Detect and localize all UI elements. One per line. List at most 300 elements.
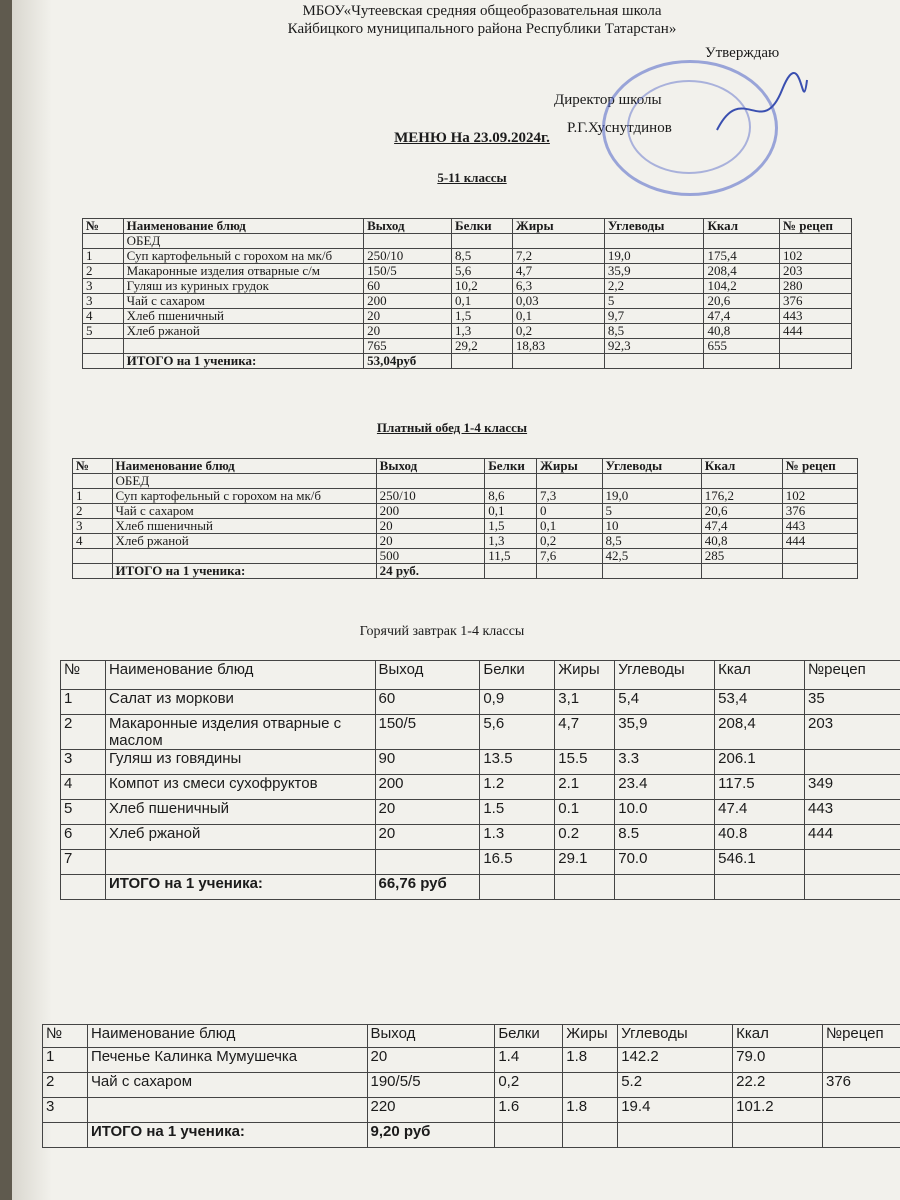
table-cell: 20,6 xyxy=(704,294,780,309)
table-cell xyxy=(452,234,513,249)
table-cell: Наименование блюд xyxy=(105,661,375,690)
table-cell: 220 xyxy=(367,1098,495,1123)
table-cell: Жиры xyxy=(563,1025,618,1048)
table-cell: 444 xyxy=(779,324,851,339)
table-total-row xyxy=(61,875,900,900)
table-header-row xyxy=(73,459,858,474)
table-cell: 20 xyxy=(376,519,485,534)
table-cell xyxy=(375,850,480,875)
table-cell: 1.8 xyxy=(563,1098,618,1123)
table-header-row xyxy=(83,219,852,234)
table-cell xyxy=(512,234,604,249)
table-cell: 2 xyxy=(83,264,124,279)
table-cell: 4 xyxy=(83,309,124,324)
table-cell: 150/5 xyxy=(364,264,452,279)
table-cell: Ккал xyxy=(715,661,805,690)
table-cell: 66,76 руб xyxy=(375,875,480,900)
table-total-row xyxy=(43,1123,900,1148)
table-cell xyxy=(83,339,124,354)
table-cell: 175,4 xyxy=(704,249,780,264)
table-cell xyxy=(805,850,900,875)
table-cell: 3 xyxy=(83,294,124,309)
table-cell: Компот из смеси сухофруктов xyxy=(105,775,375,800)
table-cell xyxy=(555,875,615,900)
table-row xyxy=(83,294,852,309)
table-cell xyxy=(782,564,857,579)
table-cell: 35 xyxy=(805,690,900,715)
table-cell: 79.0 xyxy=(733,1048,823,1073)
table-cell: 35,9 xyxy=(604,264,704,279)
table-cell xyxy=(822,1123,900,1148)
table-cell: 70.0 xyxy=(615,850,715,875)
table-cell: 1 xyxy=(61,690,106,715)
table-cell: 53,04руб xyxy=(364,354,452,369)
table-cell: 203 xyxy=(805,715,900,750)
table-cell: 8.5 xyxy=(615,825,715,850)
table-cell: 19.4 xyxy=(618,1098,733,1123)
table-cell: 1,5 xyxy=(485,519,537,534)
table-cell: Хлеб пшеничный xyxy=(112,519,376,534)
table-cell: 23.4 xyxy=(615,775,715,800)
table-cell: 1.2 xyxy=(480,775,555,800)
table-cell xyxy=(537,564,603,579)
table-cell xyxy=(485,474,537,489)
table-cell: 20 xyxy=(364,324,452,339)
table-cell: 206.1 xyxy=(715,750,805,775)
table-cell xyxy=(602,474,701,489)
table-cell: 19,0 xyxy=(604,249,704,264)
table-cell: 3 xyxy=(43,1098,88,1123)
table-row xyxy=(83,264,852,279)
hot-breakfast-table xyxy=(60,660,900,900)
table-cell xyxy=(615,875,715,900)
table-cell: 22.2 xyxy=(733,1073,823,1098)
table-cell: 1,3 xyxy=(452,324,513,339)
table-row xyxy=(73,489,858,504)
table-cell: 11,5 xyxy=(485,549,537,564)
table-cell: 92,3 xyxy=(604,339,704,354)
table-cell: 443 xyxy=(779,309,851,324)
table-cell xyxy=(604,354,704,369)
table-cell: 8,5 xyxy=(604,324,704,339)
table-cell: 40,8 xyxy=(701,534,782,549)
director-signature xyxy=(712,70,812,150)
table-cell: 0,1 xyxy=(485,504,537,519)
table-cell: 2 xyxy=(61,715,106,750)
table-cell xyxy=(112,549,376,564)
table-cell: 5 xyxy=(83,324,124,339)
table-cell: 0,2 xyxy=(495,1073,563,1098)
table-cell: 42,5 xyxy=(602,549,701,564)
table-cell xyxy=(779,339,851,354)
table-header-row xyxy=(43,1025,900,1048)
table-cell: 0,2 xyxy=(512,324,604,339)
table-cell: 200 xyxy=(375,775,480,800)
table-row xyxy=(43,1073,900,1098)
table-cell: 208,4 xyxy=(715,715,805,750)
table-cell: 1 xyxy=(73,489,113,504)
table-cell: 4 xyxy=(73,534,113,549)
table-cell: 29,2 xyxy=(452,339,513,354)
table-cell: 176,2 xyxy=(701,489,782,504)
table-cell: Салат из моркови xyxy=(105,690,375,715)
table-cell: 16.5 xyxy=(480,850,555,875)
table-cell: 280 xyxy=(779,279,851,294)
table-cell xyxy=(73,564,113,579)
table-cell: Хлеб ржаной xyxy=(105,825,375,850)
table-cell: Жиры xyxy=(512,219,604,234)
table-row xyxy=(61,825,900,850)
table-cell: Гуляш из куриных грудок xyxy=(123,279,363,294)
table-cell: 3 xyxy=(73,519,113,534)
director-name: Р.Г.Хуснутдинов xyxy=(567,120,672,136)
menu-subtitle: 5-11 классы xyxy=(437,170,507,185)
table-cell: 444 xyxy=(805,825,900,850)
table-cell: Белки xyxy=(452,219,513,234)
table-cell: Гуляш из говядины xyxy=(105,750,375,775)
table-row xyxy=(61,800,900,825)
table-cell: 8,6 xyxy=(485,489,537,504)
table-cell: № xyxy=(83,219,124,234)
table-cell: 250/10 xyxy=(364,249,452,264)
table-cell: 47,4 xyxy=(701,519,782,534)
table-cell: Макаронные изделия отварные с/м xyxy=(123,264,363,279)
table-cell xyxy=(512,354,604,369)
table-cell: 0,03 xyxy=(512,294,604,309)
table-cell: Макаронные изделия отварные с маслом xyxy=(105,715,375,750)
table-cell: 200 xyxy=(376,504,485,519)
section-hot-breakfast: Горячий завтрак 1-4 классы xyxy=(359,624,525,639)
table-cell: Белки xyxy=(480,661,555,690)
table-row xyxy=(61,715,900,750)
table-total-row xyxy=(83,354,852,369)
table-cell: 285 xyxy=(701,549,782,564)
table-cell: 443 xyxy=(782,519,857,534)
table-cell xyxy=(701,474,782,489)
table-cell xyxy=(83,234,124,249)
table-cell: ИТОГО на 1 ученика: xyxy=(123,354,363,369)
table-cell xyxy=(563,1123,618,1148)
table-cell: 4,7 xyxy=(555,715,615,750)
table-cell xyxy=(822,1098,900,1123)
table-cell: 443 xyxy=(805,800,900,825)
school-name-line1: МБОУ«Чутеевская средняя общеобразовательная школа xyxy=(302,3,662,19)
table-cell: 3,1 xyxy=(555,690,615,715)
table-cell xyxy=(782,474,857,489)
table-cell: 655 xyxy=(704,339,780,354)
table-cell: Выход xyxy=(364,219,452,234)
table-cell: 142.2 xyxy=(618,1048,733,1073)
table-cell: 13.5 xyxy=(480,750,555,775)
table-cell: 117.5 xyxy=(715,775,805,800)
table-cell xyxy=(805,875,900,900)
table-cell: 4 xyxy=(61,775,106,800)
table-cell: 200 xyxy=(364,294,452,309)
table-cell: 47.4 xyxy=(715,800,805,825)
table-row xyxy=(61,775,900,800)
table-cell: 5,6 xyxy=(452,264,513,279)
table-cell: 500 xyxy=(376,549,485,564)
table-cell: 1.6 xyxy=(495,1098,563,1123)
table-cell: 376 xyxy=(822,1073,900,1098)
table-cell: 190/5/5 xyxy=(367,1073,495,1098)
table-cell: Углеводы xyxy=(602,459,701,474)
table-row xyxy=(83,309,852,324)
table-cell: №рецеп xyxy=(805,661,900,690)
table-cell: 376 xyxy=(779,294,851,309)
table-cell: ИТОГО на 1 ученика: xyxy=(87,1123,367,1148)
table-cell: Наименование блюд xyxy=(87,1025,367,1048)
table-cell: 19,0 xyxy=(602,489,701,504)
table-cell: Суп картофельный с горохом на мк/б xyxy=(123,249,363,264)
table-cell: 35,9 xyxy=(615,715,715,750)
table-cell xyxy=(701,564,782,579)
table-cell: 15.5 xyxy=(555,750,615,775)
table-row xyxy=(61,750,900,775)
table-cell: Суп картофельный с горохом на мк/б xyxy=(112,489,376,504)
table-cell: 8,5 xyxy=(602,534,701,549)
table-cell: ОБЕД xyxy=(112,474,376,489)
table-cell: № xyxy=(43,1025,88,1048)
table-cell: 53,4 xyxy=(715,690,805,715)
paid-lunch-table xyxy=(72,458,858,579)
table-cell: 1 xyxy=(43,1048,88,1073)
table-cell xyxy=(87,1098,367,1123)
table-row xyxy=(73,549,858,564)
table-cell: 0,1 xyxy=(512,309,604,324)
menu-sheet xyxy=(12,0,900,1200)
table-cell: 5 xyxy=(604,294,704,309)
table-cell xyxy=(61,875,106,900)
table-cell xyxy=(73,474,113,489)
table-cell xyxy=(779,354,851,369)
table-cell: 1,5 xyxy=(452,309,513,324)
table-cell: ИТОГО на 1 ученика: xyxy=(112,564,376,579)
table-cell xyxy=(364,234,452,249)
table-cell: Выход xyxy=(367,1025,495,1048)
table-cell: № xyxy=(61,661,106,690)
table-cell xyxy=(105,850,375,875)
table-cell: 8,5 xyxy=(452,249,513,264)
table-cell: 6 xyxy=(61,825,106,850)
table-cell: Белки xyxy=(495,1025,563,1048)
table-cell: Чай с сахаром xyxy=(87,1073,367,1098)
table-cell: 208,4 xyxy=(704,264,780,279)
table-row xyxy=(83,339,852,354)
table-cell: 101.2 xyxy=(733,1098,823,1123)
table-cell: 765 xyxy=(364,339,452,354)
table-header-row xyxy=(61,661,900,690)
table-cell: 7 xyxy=(61,850,106,875)
table-cell xyxy=(805,750,900,775)
table-cell: № рецеп xyxy=(782,459,857,474)
table-cell: 5 xyxy=(602,504,701,519)
table-cell: 2.1 xyxy=(555,775,615,800)
table-cell: 5,6 xyxy=(480,715,555,750)
table-cell: 2,2 xyxy=(604,279,704,294)
table-cell: 5 xyxy=(61,800,106,825)
table-cell: Ккал xyxy=(704,219,780,234)
table-cell: Чай с сахаром xyxy=(112,504,376,519)
table-cell: 203 xyxy=(779,264,851,279)
table-cell: 20 xyxy=(376,534,485,549)
table-cell: 40,8 xyxy=(704,324,780,339)
table-cell: 1 xyxy=(83,249,124,264)
director-label: Директор школы xyxy=(554,92,662,108)
table-cell xyxy=(537,474,603,489)
table-cell: 0.1 xyxy=(555,800,615,825)
table-cell xyxy=(602,564,701,579)
table-cell: 7,6 xyxy=(537,549,603,564)
table-cell: 2 xyxy=(43,1073,88,1098)
table-cell: Углеводы xyxy=(618,1025,733,1048)
table-cell xyxy=(83,354,124,369)
table-cell: 0.2 xyxy=(555,825,615,850)
table-cell: 2 xyxy=(73,504,113,519)
approve-label: Утверждаю xyxy=(705,45,780,61)
table-cell: Выход xyxy=(375,661,480,690)
table-cell: 3 xyxy=(83,279,124,294)
table-cell: 250/10 xyxy=(376,489,485,504)
page-shadow xyxy=(12,0,52,1200)
table-row xyxy=(83,279,852,294)
table-cell: 0,1 xyxy=(537,519,603,534)
table-cell xyxy=(452,354,513,369)
table-cell: ОБЕД xyxy=(123,234,363,249)
table-cell: 29.1 xyxy=(555,850,615,875)
table-cell: Выход xyxy=(376,459,485,474)
table-cell xyxy=(715,875,805,900)
section-paid-lunch: Платный обед 1-4 классы xyxy=(376,420,528,435)
table-cell: № рецеп xyxy=(779,219,851,234)
table-cell: Хлеб ржаной xyxy=(112,534,376,549)
table-total-row xyxy=(73,564,858,579)
table-cell: 47,4 xyxy=(704,309,780,324)
table-cell: 376 xyxy=(782,504,857,519)
menu-title: МЕНЮ На 23.09.2024г. xyxy=(394,130,550,146)
table-cell xyxy=(73,549,113,564)
table-row xyxy=(61,850,900,875)
table-cell: 0,9 xyxy=(480,690,555,715)
snack-table xyxy=(42,1024,900,1148)
table-cell: 1.8 xyxy=(563,1048,618,1073)
table-row xyxy=(61,690,900,715)
table-cell: 104,2 xyxy=(704,279,780,294)
table-cell: 3 xyxy=(61,750,106,775)
table-row xyxy=(83,324,852,339)
table-cell: Наименование блюд xyxy=(112,459,376,474)
table-cell xyxy=(43,1123,88,1148)
lunch-table-5-11 xyxy=(82,218,852,369)
table-cell xyxy=(480,875,555,900)
table-cell: 20 xyxy=(364,309,452,324)
table-cell: 20 xyxy=(367,1048,495,1073)
table-cell xyxy=(563,1073,618,1098)
table-cell xyxy=(495,1123,563,1148)
table-cell: 6,3 xyxy=(512,279,604,294)
table-cell xyxy=(779,234,851,249)
table-cell xyxy=(618,1123,733,1148)
table-cell xyxy=(782,549,857,564)
table-cell: 7,2 xyxy=(512,249,604,264)
table-row xyxy=(43,1048,900,1073)
table-cell: 20 xyxy=(375,800,480,825)
table-cell: Печенье Калинка Мумушечка xyxy=(87,1048,367,1073)
table-cell: 1.5 xyxy=(480,800,555,825)
table-row xyxy=(83,249,852,264)
table-cell: 0,2 xyxy=(537,534,603,549)
table-cell: 10,2 xyxy=(452,279,513,294)
table-cell: Жиры xyxy=(537,459,603,474)
table-cell: 24 руб. xyxy=(376,564,485,579)
table-cell: 9,7 xyxy=(604,309,704,324)
table-cell: 349 xyxy=(805,775,900,800)
table-row xyxy=(43,1098,900,1123)
table-cell xyxy=(376,474,485,489)
table-cell xyxy=(604,234,704,249)
table-cell: № xyxy=(73,459,113,474)
table-cell: Ккал xyxy=(701,459,782,474)
table-cell: 10 xyxy=(602,519,701,534)
table-cell xyxy=(704,234,780,249)
table-cell: 20,6 xyxy=(701,504,782,519)
table-cell: Ккал xyxy=(733,1025,823,1048)
table-cell: 60 xyxy=(375,690,480,715)
table-row xyxy=(73,534,858,549)
table-cell: 5,4 xyxy=(615,690,715,715)
table-cell: 5.2 xyxy=(618,1073,733,1098)
table-cell xyxy=(485,564,537,579)
table-cell: 0,1 xyxy=(452,294,513,309)
school-name-line2: Кайбицкого муниципального района Республики Татарстан» xyxy=(287,21,677,37)
table-cell: Белки xyxy=(485,459,537,474)
table-group-row xyxy=(83,234,852,249)
table-cell: 3.3 xyxy=(615,750,715,775)
table-cell: Хлеб пшеничный xyxy=(123,309,363,324)
table-cell: 90 xyxy=(375,750,480,775)
table-cell: Наименование блюд xyxy=(123,219,363,234)
table-cell: 444 xyxy=(782,534,857,549)
table-cell: ИТОГО на 1 ученика: xyxy=(105,875,375,900)
table-cell: 7,3 xyxy=(537,489,603,504)
table-cell: 18,83 xyxy=(512,339,604,354)
table-row xyxy=(73,504,858,519)
table-cell: 1,3 xyxy=(485,534,537,549)
table-cell: Жиры xyxy=(555,661,615,690)
table-cell: Хлеб пшеничный xyxy=(105,800,375,825)
table-cell: 0 xyxy=(537,504,603,519)
table-cell: 40.8 xyxy=(715,825,805,850)
table-cell xyxy=(822,1048,900,1073)
table-cell: Чай с сахаром xyxy=(123,294,363,309)
table-cell xyxy=(123,339,363,354)
table-cell: 102 xyxy=(782,489,857,504)
table-cell: 9,20 руб xyxy=(367,1123,495,1148)
table-group-row xyxy=(73,474,858,489)
table-cell: 4,7 xyxy=(512,264,604,279)
table-cell: 1.3 xyxy=(480,825,555,850)
table-cell: 60 xyxy=(364,279,452,294)
table-cell: Углеводы xyxy=(615,661,715,690)
table-row xyxy=(73,519,858,534)
table-cell: 546.1 xyxy=(715,850,805,875)
table-cell: Хлеб ржаной xyxy=(123,324,363,339)
table-cell: 20 xyxy=(375,825,480,850)
table-cell: 1.4 xyxy=(495,1048,563,1073)
table-cell: №рецеп xyxy=(822,1025,900,1048)
table-cell: Углеводы xyxy=(604,219,704,234)
table-cell: 150/5 xyxy=(375,715,480,750)
